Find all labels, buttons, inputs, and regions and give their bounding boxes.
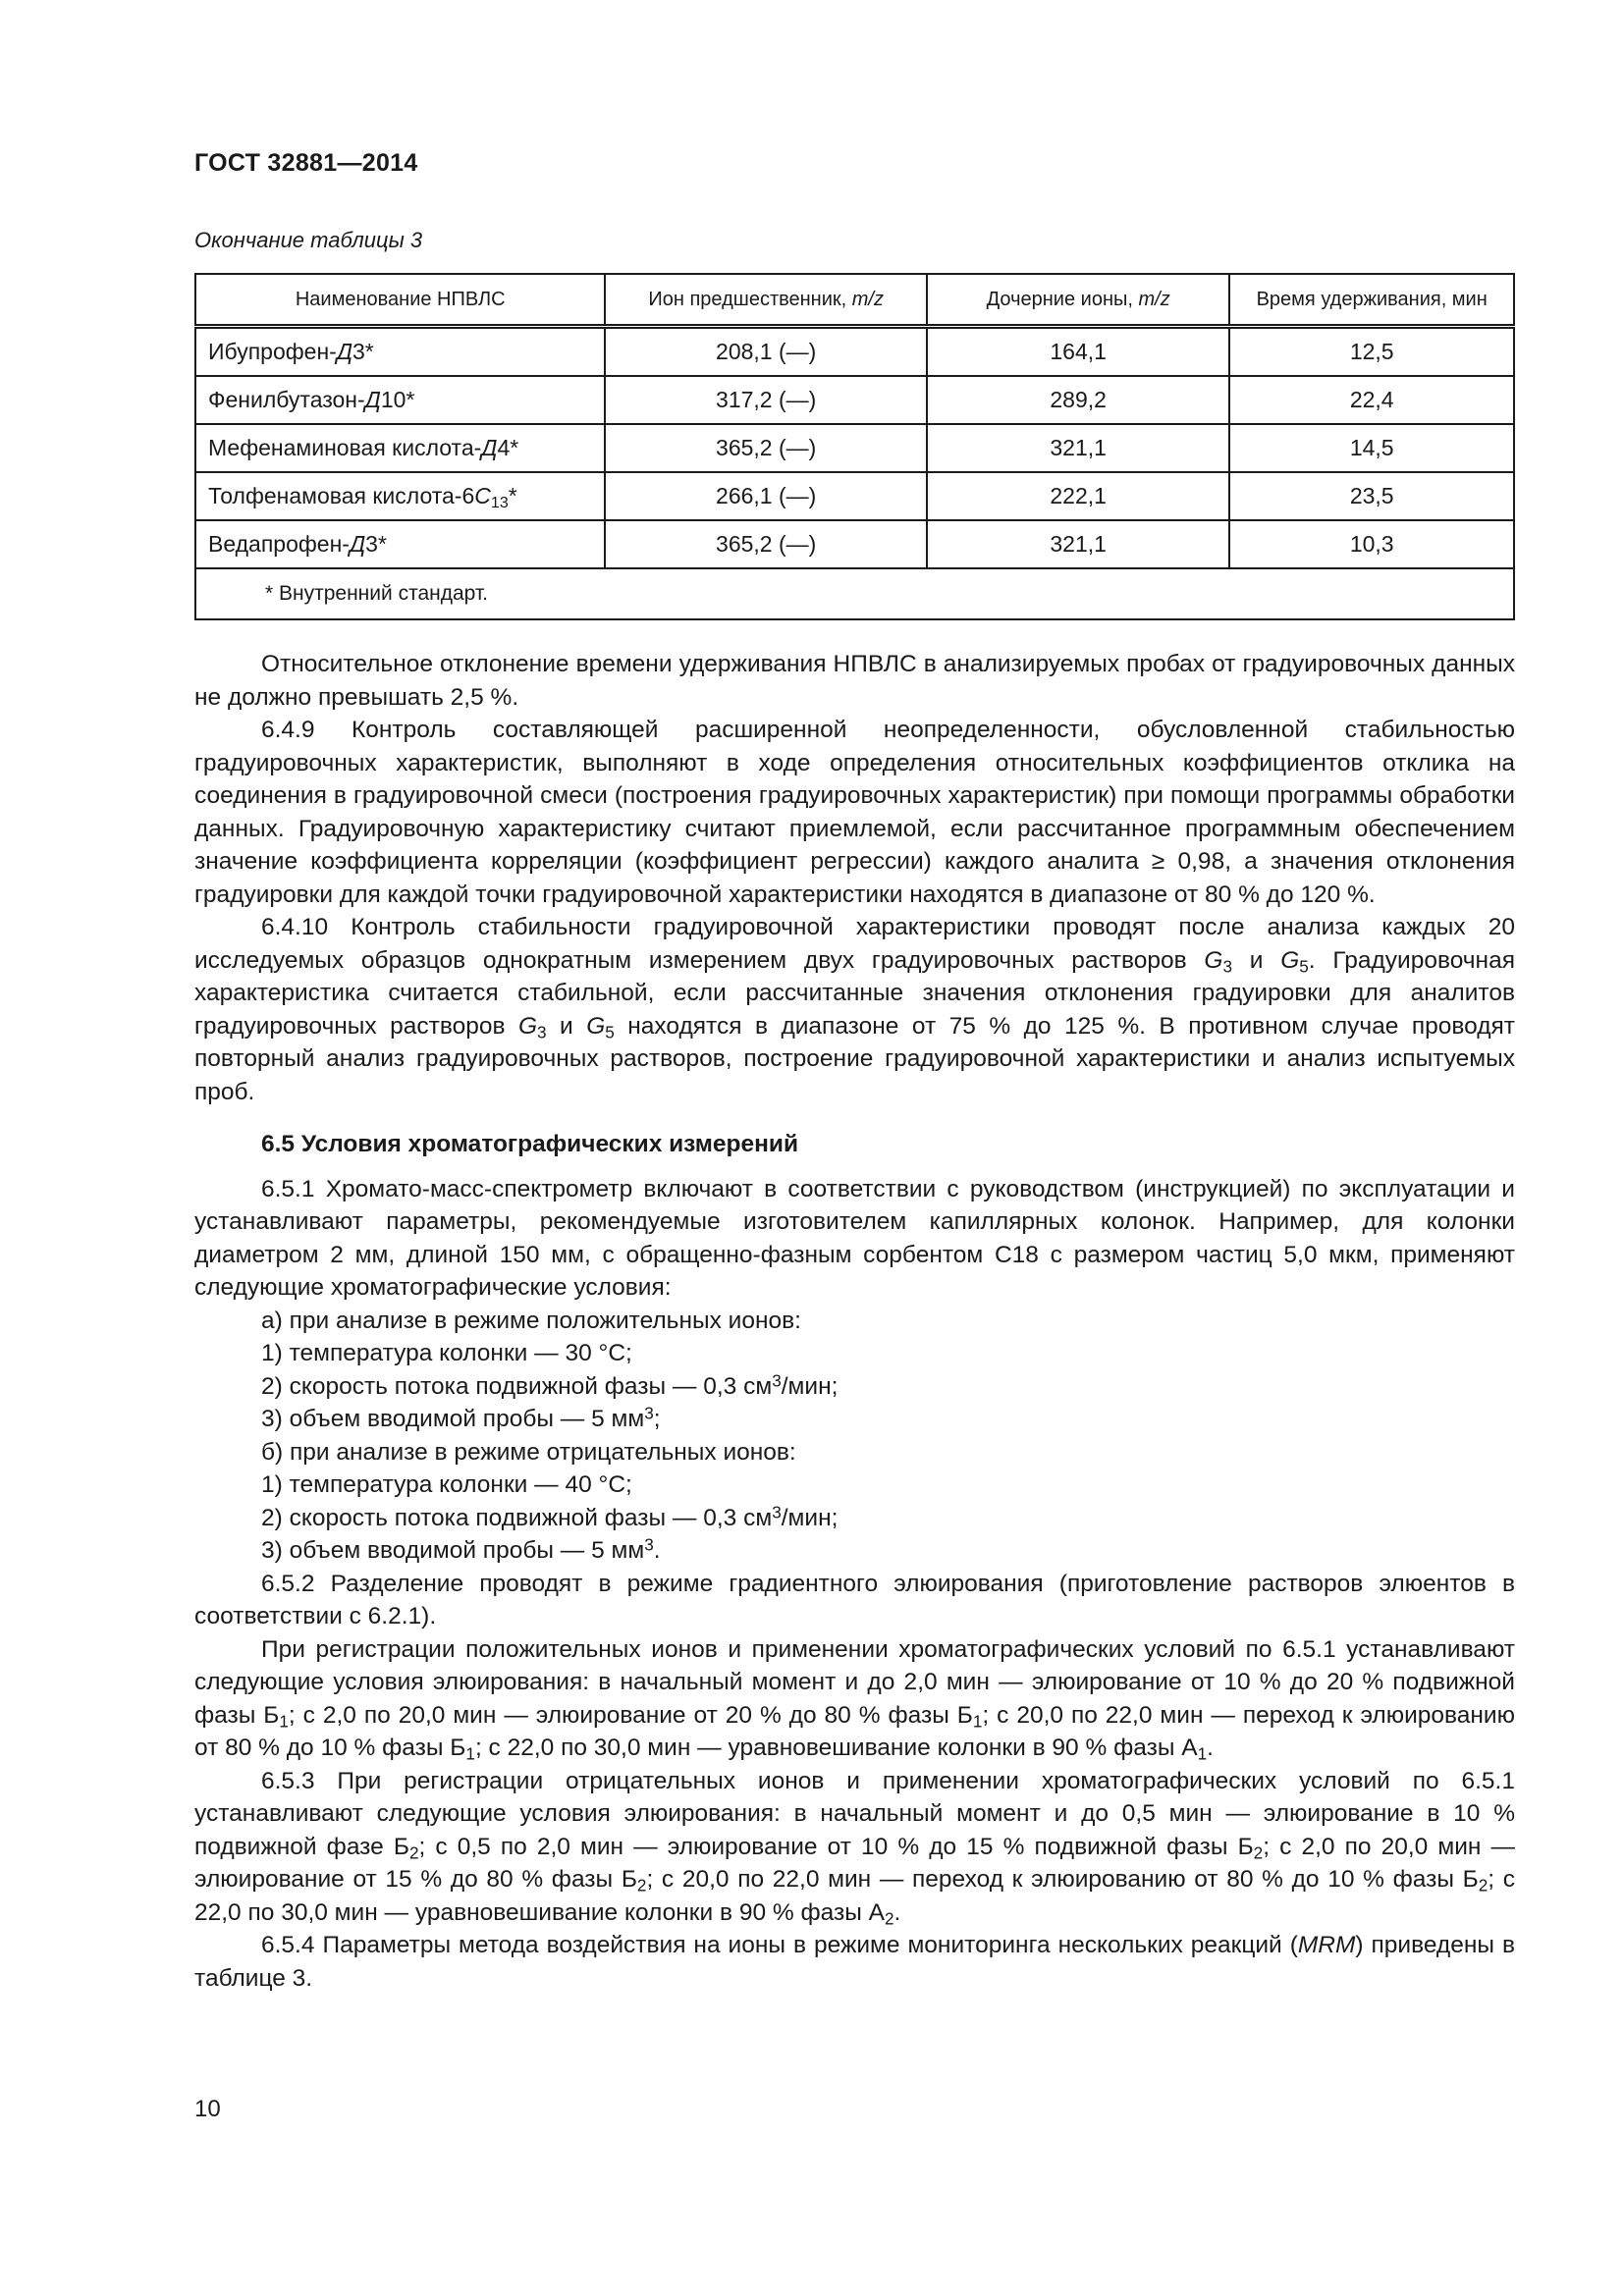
cell-precursor: 365,2 (—)	[605, 424, 927, 472]
cell-name: Мефенаминовая кислота-Д4*	[195, 424, 605, 472]
cell-daughter: 321,1	[927, 424, 1229, 472]
list-item: а) при анализе в режиме положительных ионов:	[261, 1307, 801, 1334]
paragraph-6-5-2: 6.5.2 Разделение проводят в режиме градиентного элюирования (приготовление растворов элюентов в соответствии с 6.2.1).	[194, 1570, 1515, 1629]
cell-precursor: 365,2 (—)	[605, 520, 927, 568]
list-item: 2) скорость потока подвижной фазы — 0,3 $см^3$/мин;	[261, 1369, 839, 1400]
cell-retention: 10,3	[1229, 520, 1514, 568]
col-header-name: Наименование НПВЛС	[195, 274, 605, 327]
paragraph-6-5-3: 6.5.3 При регистрации отрицательных ионов и применении хроматографических условий по 6.5.1 устанавливают следующие условия элюирования: в начальный момент и до 0,5 мин — элюирование в 10 % подвижной фазе $Б_2$; с 0,5 по 2,0 мин — элюирование от 10 % до 15 % подвижной фазы $Б_2$; с 2,0 по 20,0 мин — элюирование от 15 % до 80 % фазы $Б_2$; с 20,0 по 22,0 мин — переход к элюированию от 80 % до 10 % фазы $Б_2$; с 22,0 по 30,0 мин — уравновешивание колонки в 90 % фазы $А_2$.	[194, 1767, 1515, 1928]
list-item: 1) температура колонки — 30 °С;	[261, 1340, 632, 1366]
table-footnote: * Внутренний стандарт.	[195, 568, 1514, 619]
list-item: б) при анализе в режиме отрицательных ионов:	[261, 1438, 796, 1466]
paragraph-positive-ions: При регистрации положительных ионов и применении хроматографических условий по 6.5.1 устанавливают следующие условия элюирования: в начальный момент и до 2,0 мин — элюирование от 10 % до 20 % подвижной фазы $Б_1$; с 2,0 по 20,0 мин — элюирование от 20 % до 80 % фазы $Б_1$; с 20,0 по 22,0 мин — переход к элюированию от 80 % до 10 % фазы $Б_1$; с 22,0 по 30,0 мин — уравновешивание колонки в 90 % фазы $А_1$.	[194, 1635, 1515, 1764]
cell-daughter: 321,1	[927, 520, 1229, 568]
paragraph-deviation: Относительное отклонение времени удерживания НПВЛС в анализируемых пробах от градуировочных данных не должно превышать 2,5 %.	[194, 651, 1515, 711]
cell-precursor: 208,1 (—)	[605, 327, 927, 377]
paragraph-6-5-1: 6.5.1 Хромато-масс-спектрометр включают в соответствии с руководством (инструкцией) по эксплуатации и устанавливают параметры, рекомендуемые изготовителем капиллярных колонок. Например, для колонки диаметром 2 мм, длиной 150 мм, с обращенно-фазным сорбентом С18 с размером частиц 5,0 мкм, применяют следующие хроматографические условия:	[194, 1175, 1515, 1301]
table-row	[195, 424, 1514, 472]
cell-daughter: 222,1	[927, 472, 1229, 520]
cell-precursor: 317,2 (—)	[605, 376, 927, 424]
table-row	[195, 520, 1514, 568]
paragraph-6-4-9: 6.4.9 Контроль составляющей расширенной неопределенности, обусловленной стабильностью градуировочных характеристик, выполняют в ходе определения относительных коэффициентов отклика на соединения в градуировочной смеси (построения градуировочных характеристик) при помощи программы обработки данных. Градуировочную характеристику считают приемлемой, если рассчитанное программным обеспечением значение коэффициента корреляции (коэффициент регрессии) каждого аналита ≥ 0,98, а значения отклонения градуировки для каждой точки градуировочной характеристики находятся в диапазоне от 80 % до 120 %.	[194, 717, 1515, 908]
table-header-row	[195, 274, 1514, 327]
cell-daughter: 164,1	[927, 327, 1229, 377]
list-item: 1) температура колонки — 40 °С;	[261, 1471, 632, 1498]
cell-retention: 23,5	[1229, 472, 1514, 520]
cell-name: Ибупрофен-Д3*	[195, 327, 605, 377]
col-header-precursor: Ион предшественник, m/z	[605, 274, 927, 327]
cell-retention: 22,4	[1229, 376, 1514, 424]
list-item: 3) объем вводимой пробы — 5 $мм^3$.	[261, 1534, 661, 1564]
cell-name: Ведапрофен-Д3*	[195, 520, 605, 568]
body-text	[194, 648, 1515, 1995]
list-item: 3) объем вводимой пробы — 5 $мм^3$;	[261, 1403, 661, 1432]
table-row	[195, 376, 1514, 424]
page-number: 10	[194, 2096, 221, 2122]
cell-name: Толфенамовая кислота-$6C_{13}*$	[195, 472, 605, 520]
cell-precursor: 266,1 (—)	[605, 472, 927, 520]
paragraph-6-4-10: 6.4.10 Контроль стабильности градуировочной характеристики проводят после анализа каждых 20 исследуемых образцов однократным измерением двух градуировочных растворов $G_3$ и $G_5$. Градуировочная характеристика считается стабильной, если рассчитанные значения отклонения градуировки для аналитов градуировочных растворов $G_3$ и $G_5$ находятся в диапазоне от 75 % до 125 %. В противном случае проводят повторный анализ градуировочных растворов, построение градуировочной характеристики и анализ испытуемых проб.	[194, 914, 1515, 1105]
col-header-retention: Время удерживания, мин	[1229, 274, 1514, 327]
cell-retention: 12,5	[1229, 327, 1514, 377]
table-footnote-row	[195, 568, 1514, 619]
ions-table	[194, 273, 1515, 620]
table-row	[195, 472, 1514, 520]
cell-retention: 14,5	[1229, 424, 1514, 472]
list-item: 2) скорость потока подвижной фазы — 0,3 $см^3$/мин;	[261, 1501, 839, 1531]
section-heading-6-5: 6.5 Условия хроматографических измерений	[261, 1131, 799, 1157]
table-row	[195, 327, 1514, 377]
col-header-daughter: Дочерние ионы, m/z	[927, 274, 1229, 327]
cell-name: Фенилбутазон-Д10*	[195, 376, 605, 424]
paragraph-6-5-4: 6.5.4 Параметры метода воздействия на ионы в режиме мониторинга нескольких реакций (MRM) приведены в таблице 3.	[194, 1932, 1515, 1992]
document-header: ГОСТ 32881—2014	[194, 149, 418, 177]
cell-daughter: 289,2	[927, 376, 1229, 424]
table-caption: Окончание таблицы 3	[194, 228, 423, 252]
